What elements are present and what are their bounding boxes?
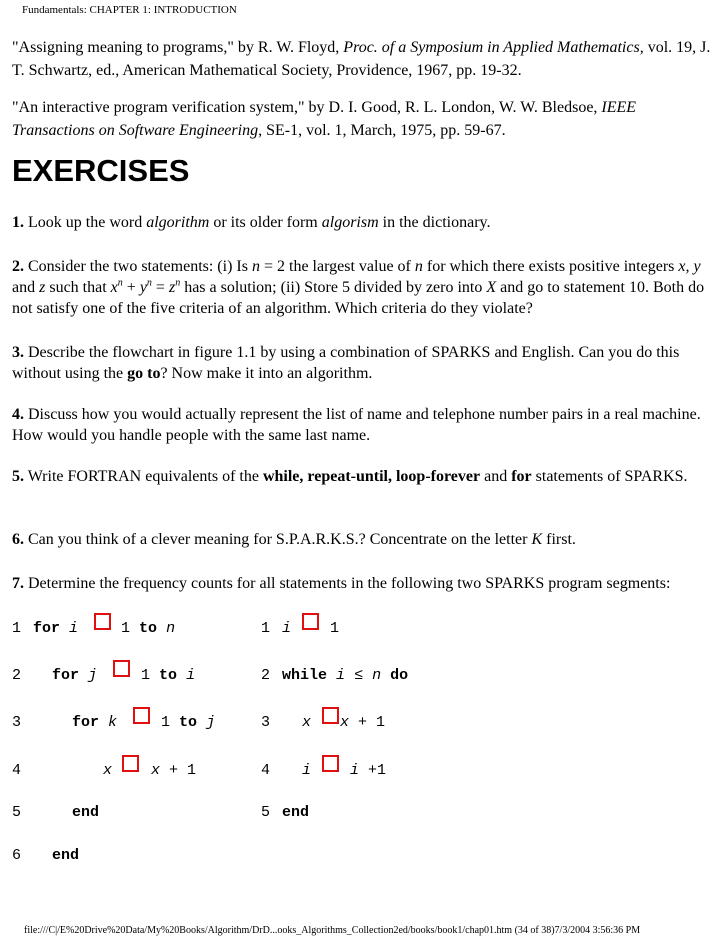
code-line — [161, 714, 215, 731]
code-line — [141, 667, 195, 684]
variable: X — [486, 279, 497, 296]
text: or its older form — [209, 214, 322, 231]
assignment-arrow-icon — [322, 755, 339, 772]
exercise-3 — [12, 342, 718, 384]
exercise-number: 7. — [12, 575, 24, 592]
term: algorism — [321, 214, 379, 231]
text: Look up the word — [24, 214, 147, 231]
section-title: EXERCISES — [12, 153, 190, 188]
exercise-number: 3. — [12, 344, 24, 361]
text: Determine the frequency counts for all statements in the following two SPARKS program segments: — [24, 575, 671, 592]
line-number: 6 — [12, 847, 22, 864]
variable: i — [302, 762, 312, 779]
text: for which there exists positive integers — [422, 258, 679, 275]
reference-venue: IEEE Transactions on Software Engineering — [12, 99, 637, 139]
keyword: do — [390, 667, 409, 684]
exercise-number: 5. — [12, 468, 24, 485]
exercise-number: 1. — [12, 214, 24, 231]
line-number: 5 — [12, 804, 22, 821]
text: statements of SPARKS. — [531, 468, 688, 485]
variable: i — [69, 620, 79, 637]
keyword: for — [33, 620, 61, 637]
variable: n — [372, 667, 382, 684]
variable: k — [108, 714, 118, 731]
text: such that — [45, 279, 111, 296]
expression: + 1 — [349, 714, 386, 731]
code-line — [33, 620, 78, 637]
exponent: n — [146, 277, 152, 289]
text: = 2 the largest value of — [259, 258, 415, 275]
variable: n — [166, 620, 176, 637]
reference-venue: Proc. of a Symposium in Applied Mathematics, — [343, 39, 644, 56]
variable: K — [531, 531, 543, 548]
value: 1 — [141, 667, 151, 684]
variable: i — [282, 620, 292, 637]
variable: j — [206, 714, 216, 731]
reference-authors: "An interactive program verification system," by D. I. Good, R. L. London, W. W. Bledsoe, — [12, 99, 602, 116]
keyword: for — [511, 468, 532, 485]
keyword: end — [282, 804, 310, 821]
assignment-arrow-icon — [94, 613, 111, 630]
variable: z — [39, 279, 46, 296]
text: has a solution; (ii) Store 5 divided by zero into — [180, 279, 487, 296]
variable: x — [302, 714, 312, 731]
value: 1 — [330, 620, 340, 637]
variable: j — [88, 667, 98, 684]
line-number: 4 — [12, 762, 22, 779]
keyword: to — [139, 620, 158, 637]
line-number: 2 — [261, 667, 271, 684]
exercise-2: 2. Consider the two statements: (i) Is n = 2 the largest value of n for which there exists positive integers x, y and z such that $x^n + y^n = z^n$ has a solution; (ii) Store 5 divided by zero into X and go to statement 10. Both do not satisfy one of the five criteria of an algorithm. Which criteria do they violate? — [12, 258, 705, 317]
code-line — [151, 762, 196, 779]
keyword: while — [282, 667, 328, 684]
page-footer-url: file:///C|/E%20Drive%20Data/My%20Books/Algorithm/DrD...ooks_Algorithms_Collection2ed/books/book1/chap01.htm (34 of 38)7/3/2004 3:56:36 PM — [24, 925, 641, 936]
text: and — [12, 279, 40, 296]
exponent: n — [175, 277, 181, 289]
variable: z — [168, 279, 176, 296]
line-number: 3 — [261, 714, 271, 731]
text: Discuss how you would actually represent the list of name and telephone number pairs in a real machine. How would you handle people with the same last name. — [12, 406, 701, 444]
assignment-arrow-icon — [302, 613, 319, 630]
text: in the dictionary. — [378, 214, 491, 231]
code-line — [340, 714, 385, 731]
term: algorithm — [146, 214, 210, 231]
reference-details: vol. 19, J. T. Schwartz, ed., American Mathematical Society, Providence, 1967, pp. 19-32. — [12, 39, 711, 79]
variable: x — [103, 762, 113, 779]
variable: x, y — [678, 258, 701, 275]
keyword: for — [52, 667, 80, 684]
exercise-7 — [12, 573, 718, 594]
text: and — [480, 468, 512, 485]
keyword: end — [72, 804, 100, 821]
variable: n — [414, 258, 423, 275]
exercise-number: 4. — [12, 406, 24, 423]
variable: i — [186, 667, 196, 684]
value: 1 — [161, 714, 171, 731]
keyword: while, repeat-until, loop-forever — [262, 468, 481, 485]
variable: x — [340, 714, 350, 731]
text: first. — [542, 531, 576, 548]
code-line — [350, 762, 386, 779]
exercise-4 — [12, 404, 718, 446]
exercise-1 — [12, 212, 718, 233]
code-line — [282, 667, 408, 684]
assignment-arrow-icon — [322, 707, 339, 724]
keyword: end — [52, 847, 80, 864]
keyword: to — [159, 667, 178, 684]
variable: x — [151, 762, 161, 779]
keyword: to — [179, 714, 198, 731]
exercise-number: 6. — [12, 531, 24, 548]
text: Write FORTRAN equivalents of the — [24, 468, 263, 485]
text: and go to statement 10. Both do not satisfy one of the five criteria of an algorithm. Which criteria do they violate? — [12, 279, 705, 317]
line-number: 1 — [12, 620, 22, 637]
line-number: 4 — [261, 762, 271, 779]
variable: y — [139, 279, 147, 296]
reference-good-london-bledsoe — [12, 96, 718, 142]
assignment-arrow-icon — [113, 660, 130, 677]
line-number: 2 — [12, 667, 22, 684]
operator: ≤ — [354, 667, 364, 684]
code-line — [72, 714, 117, 731]
variable: x — [110, 279, 118, 296]
page-header: Fundamentals: CHAPTER 1: INTRODUCTION — [22, 4, 237, 16]
text: Consider the two statements: (i) Is — [24, 258, 252, 275]
assignment-arrow-icon — [122, 755, 139, 772]
exercise-6 — [12, 529, 718, 550]
line-number: 1 — [261, 620, 271, 637]
line-number: 5 — [261, 804, 271, 821]
text: ? Now make it into an algorithm. — [160, 365, 373, 382]
reference-details: , SE-1, vol. 1, March, 1975, pp. 59-67. — [258, 122, 506, 139]
reference-floyd — [12, 36, 718, 82]
expression: + 1 — [160, 762, 197, 779]
exercise-number: 2. — [12, 258, 24, 275]
exponent: n — [117, 277, 123, 289]
expression: +1 — [359, 762, 387, 779]
variable: i — [336, 667, 346, 684]
keyword: go to — [127, 365, 161, 382]
variable: i — [350, 762, 360, 779]
text: Describe the flowchart in figure 1.1 by using a combination of SPARKS and English. Can you do this without using the — [12, 344, 680, 382]
exercise-5 — [12, 466, 718, 487]
assignment-arrow-icon — [133, 707, 150, 724]
variable: n — [251, 258, 260, 275]
keyword: for — [72, 714, 100, 731]
text: Can you think of a clever meaning for S.P.A.R.K.S.? Concentrate on the letter — [24, 531, 532, 548]
line-number: 3 — [12, 714, 22, 731]
value: 1 — [121, 620, 131, 637]
code-line — [52, 667, 97, 684]
code-line — [121, 620, 175, 637]
reference-authors: "Assigning meaning to programs," by R. W. Floyd, — [12, 39, 344, 56]
